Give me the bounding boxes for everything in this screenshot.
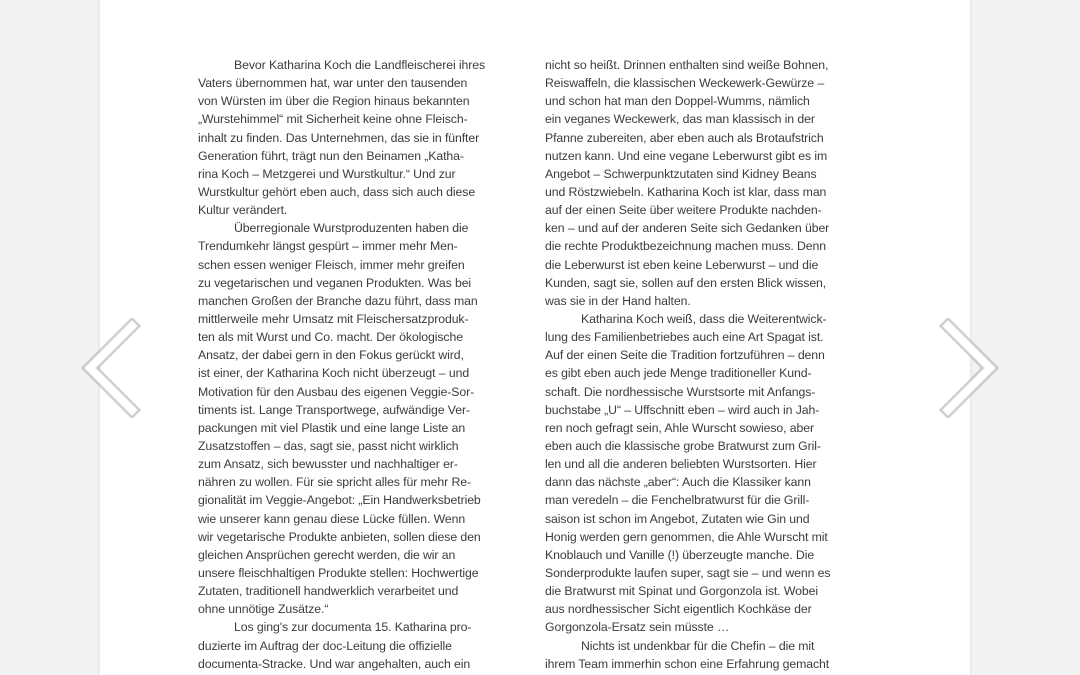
- text-line: Kunden, sagt sie, sollen auf den ersten Blick wissen,: [545, 275, 827, 290]
- text-line: schen essen weniger Fleisch, immer mehr greifen: [198, 257, 465, 272]
- text-line: Ansatz, der dabei gern in den Fokus gerückt wird,: [198, 348, 464, 363]
- document-page: [100, 0, 970, 675]
- text-line: Katharina Koch weiß, dass die Weiterentwick-: [581, 311, 827, 326]
- text-line: lung des Familienbetriebes auch eine Art Spagat ist.: [545, 330, 824, 345]
- text-line: unsere fleischhaltigen Produkte stellen: Hochwertige: [198, 565, 479, 580]
- text-line: auf der einen Seite über weitere Produkte nachden-: [545, 203, 822, 218]
- text-line: Bevor Katharina Koch die Landfleischerei ihres: [234, 58, 486, 72]
- text-line: documenta-Stracke. Und war angehalten, auch ein: [198, 656, 471, 671]
- text-line: ohne unnötige Zusätze.“: [198, 602, 329, 617]
- text-line: mittlerweile mehr Umsatz mit Fleischersatzproduk-: [198, 311, 469, 326]
- text-line: nutzen kann. Und eine vegane Leberwurst gibt es im: [545, 148, 828, 163]
- text-line: ihrem Team immerhin schon eine Erfahrung gemacht: [545, 656, 830, 671]
- text-line: und schon hat man den Doppel-Wumms, nämlich: [545, 94, 810, 109]
- text-line: len und all die anderen beliebten Wurstsorten. Hier: [545, 457, 817, 472]
- text-line: nähren zu wollen. Für sie spricht alles für mehr Re-: [198, 475, 471, 490]
- text-line: Nichts ist undenkbar für die Chefin – die mit: [581, 638, 815, 653]
- text-line: Auf der einen Seite die Tradition fortzuführen – denn: [545, 348, 825, 363]
- text-line: Überregionale Wurstproduzenten haben die: [234, 221, 469, 236]
- text-line: Trendumkehr längst gespürt – immer mehr Men-: [198, 239, 458, 254]
- text-line: „Wurstehimmel“ mit Sicherheit keine ohne Fleisch-: [198, 112, 468, 127]
- text-line: und Röstzwiebeln. Katharina Koch ist klar, dass man: [545, 184, 827, 199]
- text-column-right: [545, 56, 875, 673]
- text-line: die Leberwurst ist eben keine Leberwurst – und die: [545, 257, 819, 272]
- text-line: die rechte Produktbezeichnung machen muss. Denn: [545, 239, 827, 254]
- text-line: aus nordhessischer Sicht eigentlich Kochkäse der: [545, 602, 812, 617]
- text-line: duzierte im Auftrag der doc-Leitung die offizielle: [198, 638, 452, 653]
- chevron-right-icon: [936, 318, 1000, 418]
- text-line: zum Ansatz, sich bewusster und nachhaltiger er-: [198, 457, 458, 472]
- text-line: Generation führt, trägt nun den Beinamen „Katha-: [198, 148, 464, 163]
- text-line: Sonderprodukte laufen super, sagt sie – und wenn es: [545, 565, 831, 580]
- text-line: es gibt eben auch jede Menge traditioneller Kund-: [545, 366, 812, 381]
- next-page-button[interactable]: [936, 318, 1000, 418]
- text-line: packungen mit viel Plastik und eine lange Liste an: [198, 420, 466, 435]
- text-line: schaft. Die nordhessische Wurstsorte mit Anfangs-: [545, 384, 816, 399]
- text-line: ein veganes Weckewerk, das man klassisch in der: [545, 112, 815, 127]
- text-line: saison ist schon im Angebot, Zutaten wie Gin und: [545, 511, 810, 526]
- text-line: ten als mit Wurst und Co. macht. Der ökologische: [198, 330, 463, 345]
- text-line: nicht so heißt. Drinnen enthalten sind weiße Bohnen,: [545, 58, 829, 72]
- text-line: Knoblauch und Vanille (!) überzeugte manche. Die: [545, 547, 815, 562]
- text-line: Vaters übernommen hat, war unter den tausenden: [198, 76, 468, 91]
- text-line: Honig werden gern genommen, die Ahle Wurscht mit: [545, 529, 828, 544]
- text-line: von Würsten im über die Region hinaus bekannten: [198, 94, 470, 109]
- text-line: Wurstkultur gehört eben auch, dass sich auch diese: [198, 184, 476, 199]
- previous-page-button[interactable]: [80, 318, 144, 418]
- text-line: die Bratwurst mit Spinat und Gorgonzola ist. Wobei: [545, 584, 818, 599]
- text-line: Kultur verändert.: [198, 203, 288, 218]
- text-line: rina Koch – Metzgerei und Wurstkultur.“ Und zur: [198, 166, 456, 181]
- text-line: gleichen Ansprüchen gerecht werden, die wir an: [198, 547, 456, 562]
- text-line: timents ist. Lange Transportwege, aufwändige Ver-: [198, 402, 470, 417]
- text-line: inhalt zu finden. Das Unternehmen, das sie in fünfter: [198, 130, 480, 145]
- text-line: eben auch die klassische grobe Bratwurst zum Gril-: [545, 438, 821, 453]
- text-line: man veredeln – die Fenchelbratwurst für die Grill-: [545, 493, 810, 508]
- text-line: Gorgonzola-Ersatz sein müsste …: [545, 620, 730, 635]
- chevron-left-icon: [80, 318, 144, 418]
- text-line: Los ging's zur documenta 15. Katharina pro-: [234, 620, 472, 635]
- text-line: gionalität im Veggie-Angebot: „Ein Handwerksbetrieb: [198, 493, 481, 508]
- text-line: manchen Großen der Branche dazu führt, dass man: [198, 293, 478, 308]
- text-line: zu vegetarischen und veganen Produkten. Was bei: [198, 275, 472, 290]
- text-line: wir vegetarische Produkte anbieten, sollen diese den: [198, 529, 481, 544]
- text-line: Zusatzstoffen – das, sagt sie, passt nicht wirklich: [198, 438, 459, 453]
- text-line: Zutaten, traditionell handwerklich verarbeitet und: [198, 584, 459, 599]
- text-line: ren noch gefragt sein, Ahle Wurscht sowieso, aber: [545, 420, 814, 435]
- text-line: Angebot – Schwerpunktzutaten sind Kidney Beans: [545, 166, 817, 181]
- text-column-left: [198, 56, 528, 673]
- text-line: wie unserer kann genau diese Lücke füllen. Wenn: [198, 511, 466, 526]
- text-line: Pfanne zubereiten, aber eben auch als Brotaufstrich: [545, 130, 824, 145]
- text-line: dann das nächste „aber“: Auch die Klassiker kann: [545, 475, 811, 490]
- text-line: ist einer, der Katharina Koch nicht überzeugt – und: [198, 366, 470, 381]
- text-line: Reiswaffeln, die klassischen Weckewerk-Gewürze –: [545, 76, 825, 91]
- text-line: was sie in der Hand halten.: [545, 293, 691, 308]
- text-line: buchstabe „U“ – Uffschnitt eben – wird auch in Jah-: [545, 402, 820, 417]
- text-line: ken – und auf der anderen Seite sich Gedanken über: [545, 221, 830, 236]
- text-line: Motivation für den Ausbau des eigenen Veggie-Sor-: [198, 384, 475, 399]
